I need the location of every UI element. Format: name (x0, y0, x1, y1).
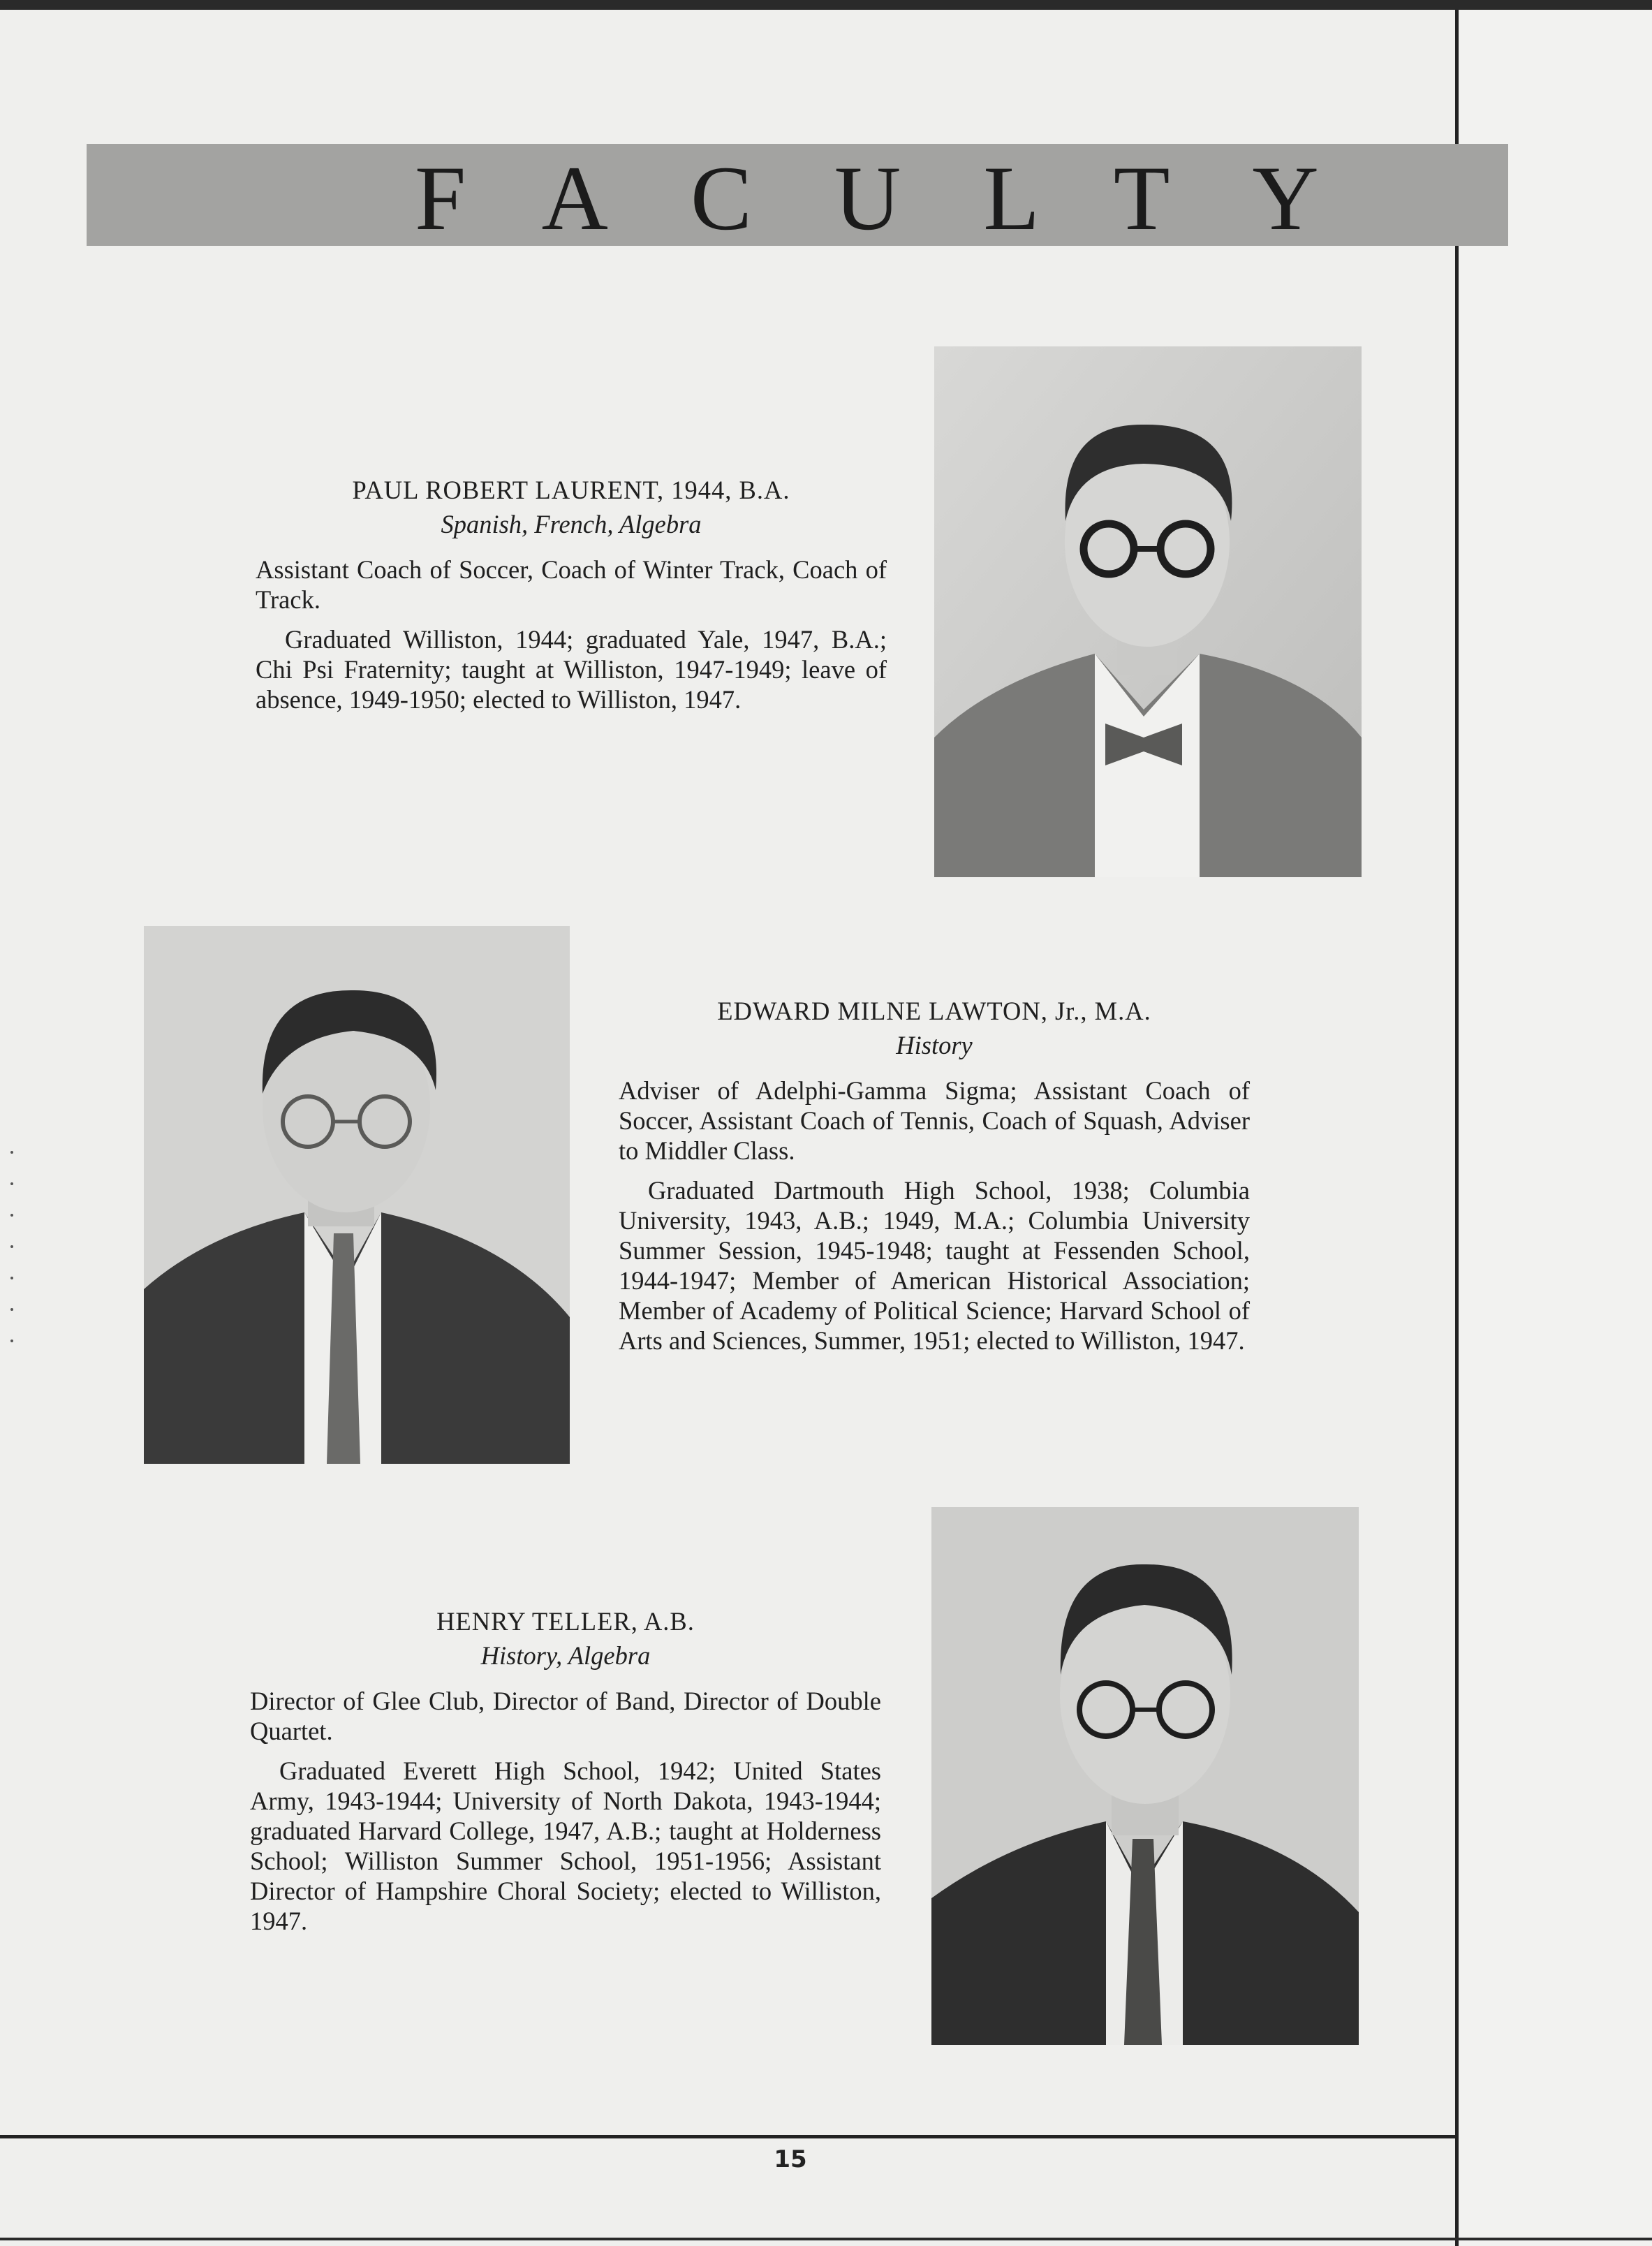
faculty-duties: Director of Glee Club, Director of Band, Director of Double Quartet. (250, 1687, 881, 1745)
faculty-name: EDWARD MILNE LAWTON, Jr., M.A. (717, 997, 1151, 1025)
top-edge (0, 0, 1652, 10)
portrait-photo-laurent (934, 346, 1362, 877)
portrait-image (931, 1507, 1359, 2045)
faculty-history: Graduated Williston, 1944; graduated Yale, 1947, B.A.; Chi Psi Fraternity; taught at Williston, 1947-1949; leave of absence, 1949-1950; elected to Williston, 1947. (256, 625, 887, 714)
faculty-name: HENRY TELLER, A.B. (436, 1607, 695, 1636)
page-number: 15 (774, 2145, 807, 2173)
faculty-entry-laurent (256, 475, 887, 714)
faculty-entry-teller (250, 1606, 881, 1936)
faculty-name: PAUL ROBERT LAURENT, 1944, B.A. (352, 476, 790, 504)
portrait-photo-teller (931, 1507, 1359, 2045)
faculty-duties: Assistant Coach of Soccer, Coach of Winter Track, Coach of Track. (256, 555, 887, 614)
faculty-entry-lawton (619, 996, 1250, 1356)
bottom-rule (0, 2135, 1459, 2138)
portrait-photo-lawton (144, 926, 570, 1464)
margin-dots (10, 1145, 14, 1355)
portrait-image (144, 926, 570, 1464)
faculty-subjects: History, Algebra (480, 1641, 651, 1670)
bottom-edge (0, 2238, 1652, 2240)
faculty-subjects: Spanish, French, Algebra (441, 510, 702, 538)
faculty-history: Graduated Everett High School, 1942; United States Army, 1943-1944; University of North Dakota, 1943-1944; graduated Harvard College, 1947, A.B.; taught at Holderness School; Williston Summer School, 1951-1956; Assistant Director of Hampshire Choral Society; elected to Williston, 1947. (250, 1756, 881, 1935)
faculty-banner (87, 144, 1508, 249)
faculty-subjects: History (896, 1031, 973, 1059)
page-title: FACULTY (415, 147, 1401, 249)
portrait-image (934, 346, 1362, 877)
right-margin (1459, 10, 1652, 2246)
right-rule (1455, 10, 1459, 2246)
faculty-duties: Adviser of Adelphi-Gamma Sigma; Assistant Coach of Soccer, Assistant Coach of Tennis, Coach of Squash, Adviser to Middler Class. (619, 1076, 1250, 1165)
faculty-history: Graduated Dartmouth High School, 1938; Columbia University, 1943, A.B.; 1949, M.A.; Columbia University Summer Session, 1945-1948; taught at Fessenden School, 1944-1947; Member of American Historical Association; Member of Academy of Political Science; Harvard School of Arts and Sciences, Summer, 1951; elected to Williston, 1947. (619, 1176, 1250, 1355)
